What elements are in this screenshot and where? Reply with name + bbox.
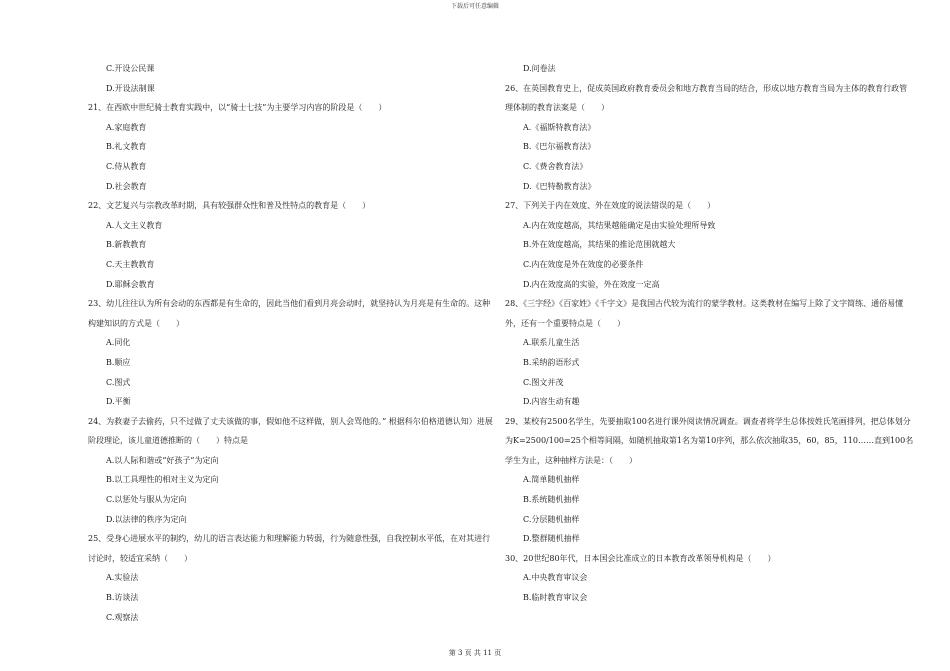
answer-option: D.平衡 (106, 397, 131, 407)
question-stem: 29、某校有2500名学生，先要抽取100名进行课外阅读情况调查。调查者将学生总体按姓氏笔画排列，把总体划分为K=2500/100=25个相等间隔，如随机抽取第1名为第10序列，那么依次抽取35，60，85，110……直到100名学生为止，这种抽样方法是：（ ） (505, 416, 914, 465)
answer-option: D.整群随机抽样 (523, 534, 580, 544)
right-column (505, 59, 915, 608)
question (88, 98, 498, 196)
question-stem: 22、文艺复兴与宗教改革时期，具有较强群众性和普及性特点的教育是（ ） (88, 201, 371, 211)
answer-option: C.《费舍教育法》 (523, 161, 588, 171)
answer-option: D.耶稣会教育 (106, 279, 155, 289)
answer-option: B.采纳韵语形式 (523, 357, 580, 367)
answer-option: D.《巴特勒教育法》 (523, 181, 596, 191)
answer-option: C.分层随机抽样 (523, 514, 580, 524)
answer-option: D.社会教育 (106, 181, 147, 191)
answer-option: B.以工具理性的相对主义为定向 (106, 475, 219, 485)
answer-option: A.联系儿童生活 (523, 338, 580, 348)
answer-option: C.天主教教育 (106, 259, 155, 269)
answer-option: B.系统随机抽样 (523, 495, 580, 505)
answer-option: B.访谈法 (106, 593, 139, 603)
answer-option: C.观察法 (106, 612, 139, 622)
answer-option: C.以惩处与服从为定向 (106, 495, 187, 505)
answer-option: D.开设法制课 (106, 83, 155, 93)
question (88, 529, 498, 627)
question (88, 412, 498, 530)
question (505, 79, 915, 197)
question (505, 59, 915, 79)
left-column (88, 59, 498, 627)
page-number: 第 3 页 共 11 页 (448, 649, 502, 657)
question (505, 294, 915, 412)
answer-option: B.新教教育 (106, 240, 147, 250)
answer-option: C.图式 (106, 377, 131, 387)
answer-option: A.实验法 (106, 573, 139, 583)
question (88, 294, 498, 412)
answer-option: B.《巴尔福教育法》 (523, 142, 596, 152)
question-stem: 30、20世纪80年代，日本国会比准成立的日本教育改革领导机构是（ ） (505, 553, 776, 563)
question (505, 196, 915, 294)
answer-option: C.内在效度是外在效度的必要条件 (523, 259, 644, 269)
answer-option: B.外在效度越高，其结果的推论范围就越大 (523, 240, 676, 250)
answer-option: A.家庭教育 (106, 122, 147, 132)
answer-option: A.《福斯特教育法》 (523, 122, 596, 132)
answer-option: B.顺应 (106, 357, 131, 367)
question-stem: 23、幼儿往往认为所有会动的东西都是有生命的，因此当他们看到月亮会动时，就坚持认为月亮是有生命的。这种构建知识的方式是（ ） (88, 299, 491, 328)
question-stem: 21、在西欧中世纪骑士教育实践中，以“骑士七技”为主要学习内容的阶段是（ ） (88, 103, 387, 113)
question-stem: 24、为救妻子去偷药，只不过做了丈夫该做的事，假如他不这样做，别人会骂他的。” 根据科尔伯格道德认知）进展阶段理论，该儿童道德推断的（ ）特点是 (88, 416, 493, 446)
answer-option: A.人文主义教育 (106, 220, 163, 230)
answer-option: D.以法律的秩序为定向 (106, 514, 187, 524)
answer-option: C.图文并茂 (523, 377, 564, 387)
answer-option: D.内容生动有趣 (523, 397, 580, 407)
question-stem: 27、下列关于内在效度、外在效度的说法错误的是（ ） (505, 201, 716, 211)
answer-option: C.开设公民课 (106, 64, 155, 73)
answer-option: A.同化 (106, 338, 131, 348)
answer-option: D.内在效度高的实验，外在效度一定高 (523, 279, 660, 289)
answer-option: A.内在效度越高，其结果越能确定是由实验处理所导致 (523, 220, 716, 230)
question-stem: 28、《三字经》《百家姓》《千字文》是我国古代较为流行的蒙学教材。这类教材在编写上除了文字简练、通俗易懂外，还有一个重要特点是（ ） (505, 299, 904, 328)
question (88, 59, 498, 98)
answer-option: A.中央教育审议会 (523, 573, 588, 583)
answer-option: D.问卷法 (523, 64, 556, 73)
page-header: 下载后可任意编辑 (450, 3, 499, 10)
answer-option: C.侍从教育 (106, 161, 147, 171)
answer-option: A.简单随机抽样 (523, 475, 580, 485)
answer-option: A.以人际和谐或“好孩子”为定向 (106, 455, 219, 465)
question-stem: 25、受身心进展水平的制约，幼儿的语言表达能力和理解能力转弱，行为随意性强，自我控制水平低，在对其进行讨论时，较适宜采纳（ ） (88, 534, 491, 563)
question-stem: 26、在英国教育史上，促成英国政府教育委员会和地方教育当局的结合，形成以地方教育当局为主体的教育行政管理体制的教育法案是（ ） (505, 83, 908, 113)
answer-option: B.礼文教育 (106, 142, 147, 152)
question (505, 412, 915, 549)
question (505, 549, 915, 608)
question (88, 196, 498, 294)
answer-option: B.临时教育审议会 (523, 593, 588, 603)
